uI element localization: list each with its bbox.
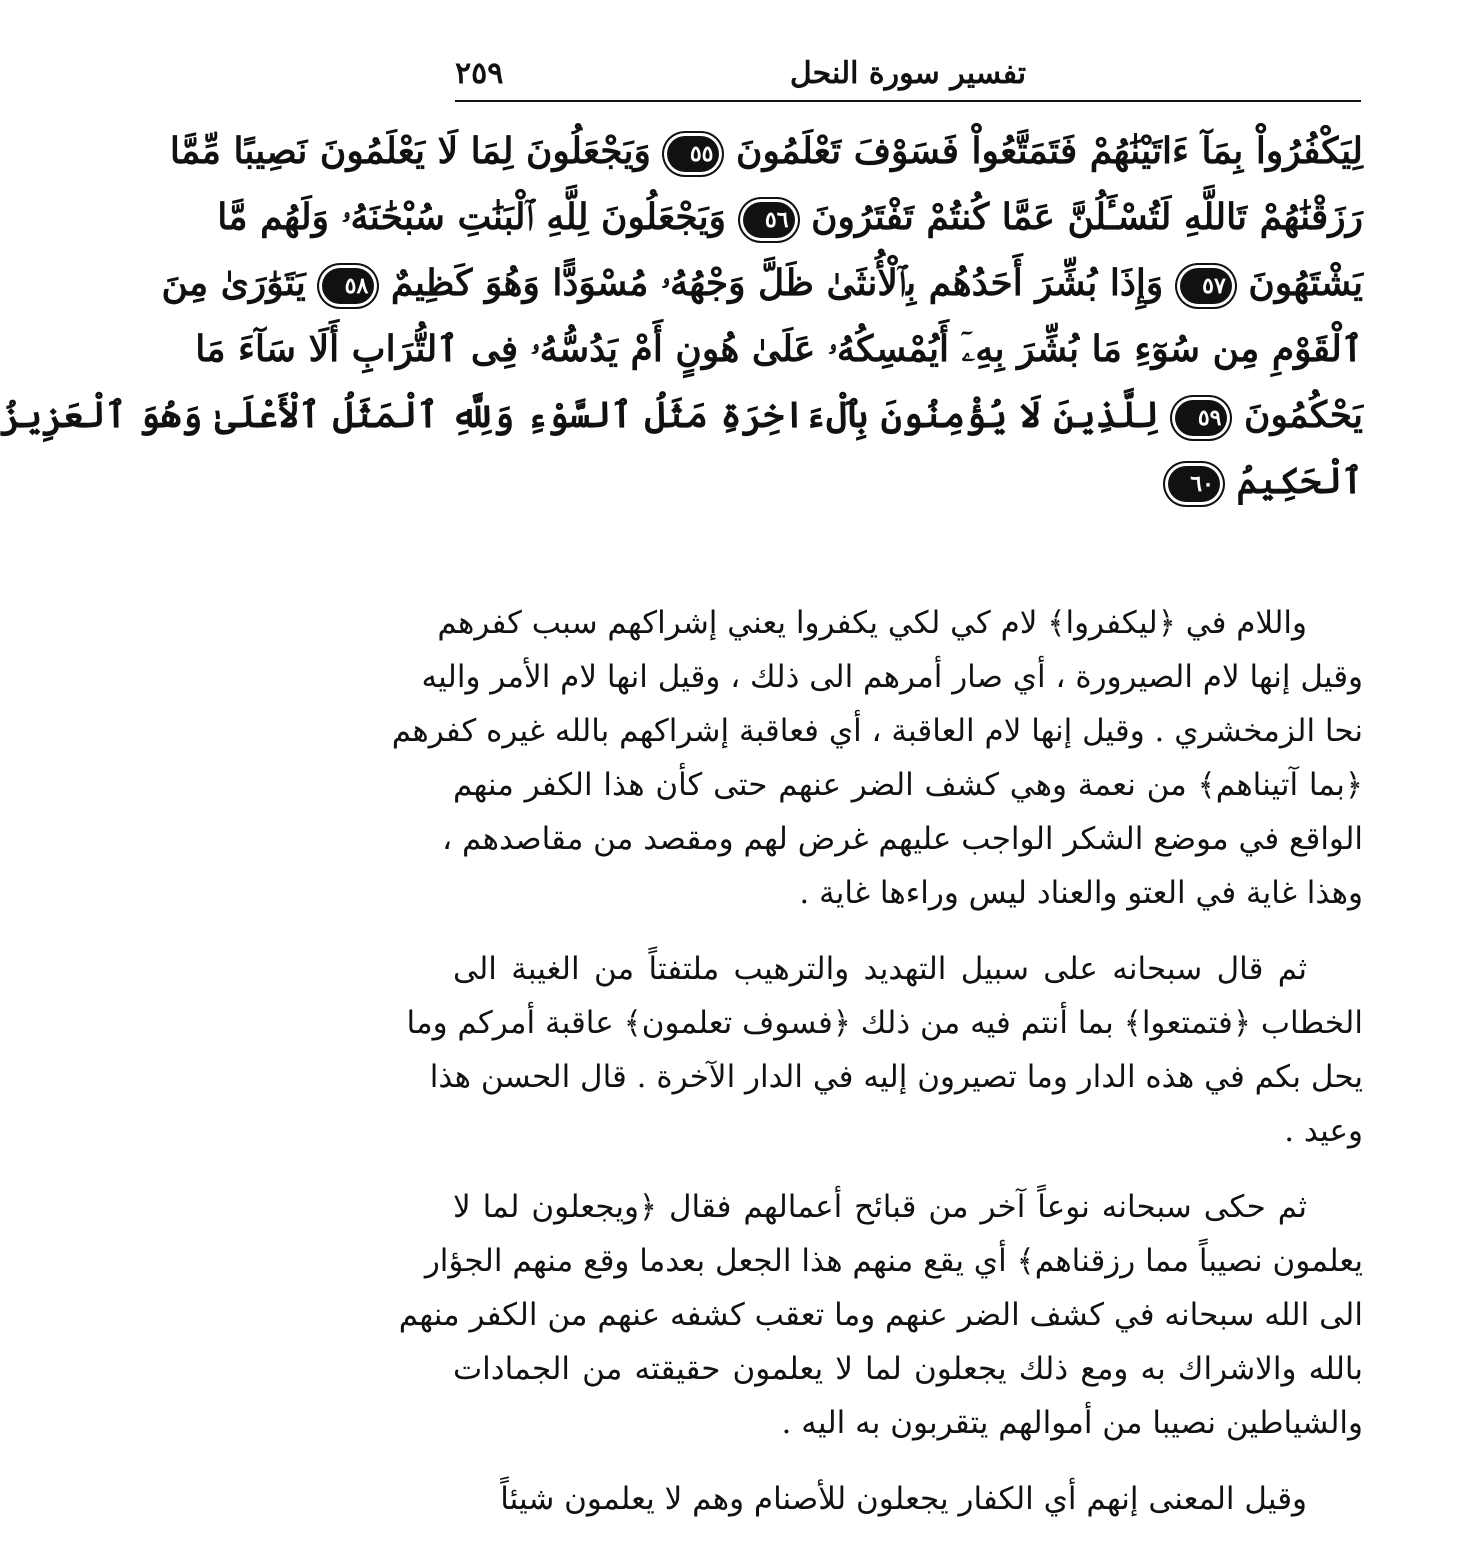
verse-text: رَزَقْنَٰهُمْ تَاللَّهِ لَتُسْـَٔلُنَّ عَمَّا كُنتُمْ تَفْتَرُونَ (811, 196, 1363, 238)
quran-line (195, 316, 1363, 382)
verse-text: وَإِذَا بُشِّرَ أَحَدُهُم بِٱلْأُنثَىٰ ظَلَّ وَجْهُهُۥ مُسْوَدًّا وَهُوَ كَظِيمٌ (390, 262, 1164, 304)
commentary-line: يعلمون نصيباً مما رزقناهم﴾ أي يقع منهم هذا الجعل بعدما وقع منهم الجؤار (424, 1243, 1363, 1279)
quran-line (453, 448, 1363, 514)
commentary-line: يحل بكم في هذه الدار وما تصيرون إليه في الدار الآخرة . قال الحسن هذا (429, 1059, 1363, 1095)
commentary-paragraph (391, 596, 1363, 920)
commentary-line: الخطاب ﴿فتمتعوا﴾ بما أنتم فيه من ذلك ﴿فسوف تعلمون﴾ عاقبة أمركم وما (406, 1005, 1363, 1041)
verse-text: وَيَجْعَلُونَ لِمَا لَا يَعْلَمُونَ نَصِيبًا مِّمَّا (169, 130, 651, 172)
commentary-line: ﴿بما آتيناهم﴾ من نعمة وهي كشف الضر عنهم حتى كأن هذا الكفر منهم (453, 767, 1363, 803)
verse-text: لِيَكْفُرُواْ بِمَآ ءَاتَيْنَٰهُمْ فَتَمَتَّعُواْ فَسَوْفَ تَعْلَمُونَ (736, 130, 1363, 172)
verse-text: يَحْكُمُونَ (1244, 394, 1363, 436)
ayah-number-marker: ٦٠ (1168, 466, 1220, 502)
ayah-number-marker: ٥٥ (667, 136, 719, 172)
quran-verses-block (0, 118, 1363, 514)
ayah-number-marker: ٥٦ (743, 202, 795, 238)
header-divider (455, 100, 1361, 102)
page-number: ٢٥٩ (455, 56, 504, 91)
commentary-line: وقيل إنها لام الصيرورة ، أي صار أمرهم الى ذلك ، وقيل انها لام الأمر واليه (421, 659, 1363, 695)
quran-line (169, 118, 1363, 184)
commentary-block (391, 596, 1363, 1548)
commentary-line: وهذا غاية في العتو والعناد ليس وراءها غاية . (799, 875, 1363, 911)
ayah-number-marker: ٥٩ (1175, 400, 1227, 436)
verse-text: ٱلْحَكِيمُ (1236, 460, 1363, 502)
page-title: تفسير سورة النحل (789, 56, 1027, 91)
commentary-line: واللام في ﴿ليكفروا﴾ لام كي لكي يكفروا يعني إشراكهم سبب كفرهم (437, 605, 1307, 641)
ayah-number-marker: ٥٨ (322, 268, 374, 304)
quran-line (161, 250, 1363, 316)
commentary-line: ثم قال سبحانه على سبيل التهديد والترهيب ملتفتاً من الغيبة الى (453, 951, 1307, 987)
commentary-line: وقيل المعنى إنهم أي الكفار يجعلون للأصنام وهم لا يعلمون شيئاً (500, 1481, 1307, 1517)
commentary-paragraph (453, 1472, 1363, 1526)
quran-line (0, 382, 1363, 448)
verse-text: يَشْتَهُونَ (1248, 262, 1363, 304)
commentary-line: وعيد . (1284, 1113, 1363, 1149)
verse-text: يَتَوَٰرَىٰ مِنَ (161, 262, 306, 304)
commentary-paragraph (398, 1180, 1363, 1450)
commentary-line: ثم حكى سبحانه نوعاً آخر من قبائح أعمالهم فقال ﴿ويجعلون لما لا (453, 1189, 1307, 1225)
commentary-paragraph (406, 942, 1363, 1158)
commentary-line: الى الله سبحانه في كشف الضر عنهم وما تعقب كشفه عنهم من الكفر منهم (398, 1297, 1363, 1333)
commentary-line: الواقع في موضع الشكر الواجب عليهم غرض لهم ومقصد من مقاصدهم ، (442, 821, 1363, 857)
commentary-line: نحا الزمخشري . وقيل إنها لام العاقبة ، أي فعاقبة إشراكهم بالله غيره كفرهم (391, 713, 1363, 749)
quran-line (217, 184, 1363, 250)
verse-text: وَيَجْعَلُونَ لِلَّهِ ٱلْبَنَٰتِ سُبْحَٰنَهُۥ وَلَهُم مَّا (217, 196, 726, 238)
page-header (455, 52, 1361, 100)
verse-text: لِلَّذِينَ لَا يُؤْمِنُونَ بِٱلْءَاخِرَةِ مَثَلُ ٱلسَّوْءِ وَلِلَّهِ ٱلْمَثَلُ ٱلْأَعْلَىٰ وَهُوَ ٱلْعَزِيزُ (0, 394, 1159, 436)
ayah-number-marker: ٥٧ (1180, 268, 1232, 304)
verse-text: ٱلْقَوْمِ مِن سُوٓءِ مَا بُشِّرَ بِهِۦٓ أَيُمْسِكُهُۥ عَلَىٰ هُونٍ أَمْ يَدُسُّهُۥ فِى ٱلتُّرَابِ أَلَا سَآءَ مَا (195, 328, 1363, 370)
commentary-line: بالله والاشراك به ومع ذلك يجعلون لما لا يعلمون حقيقته من الجمادات (453, 1351, 1363, 1387)
commentary-line: والشياطين نصيبا من أموالهم يتقربون به اليه . (781, 1405, 1363, 1441)
